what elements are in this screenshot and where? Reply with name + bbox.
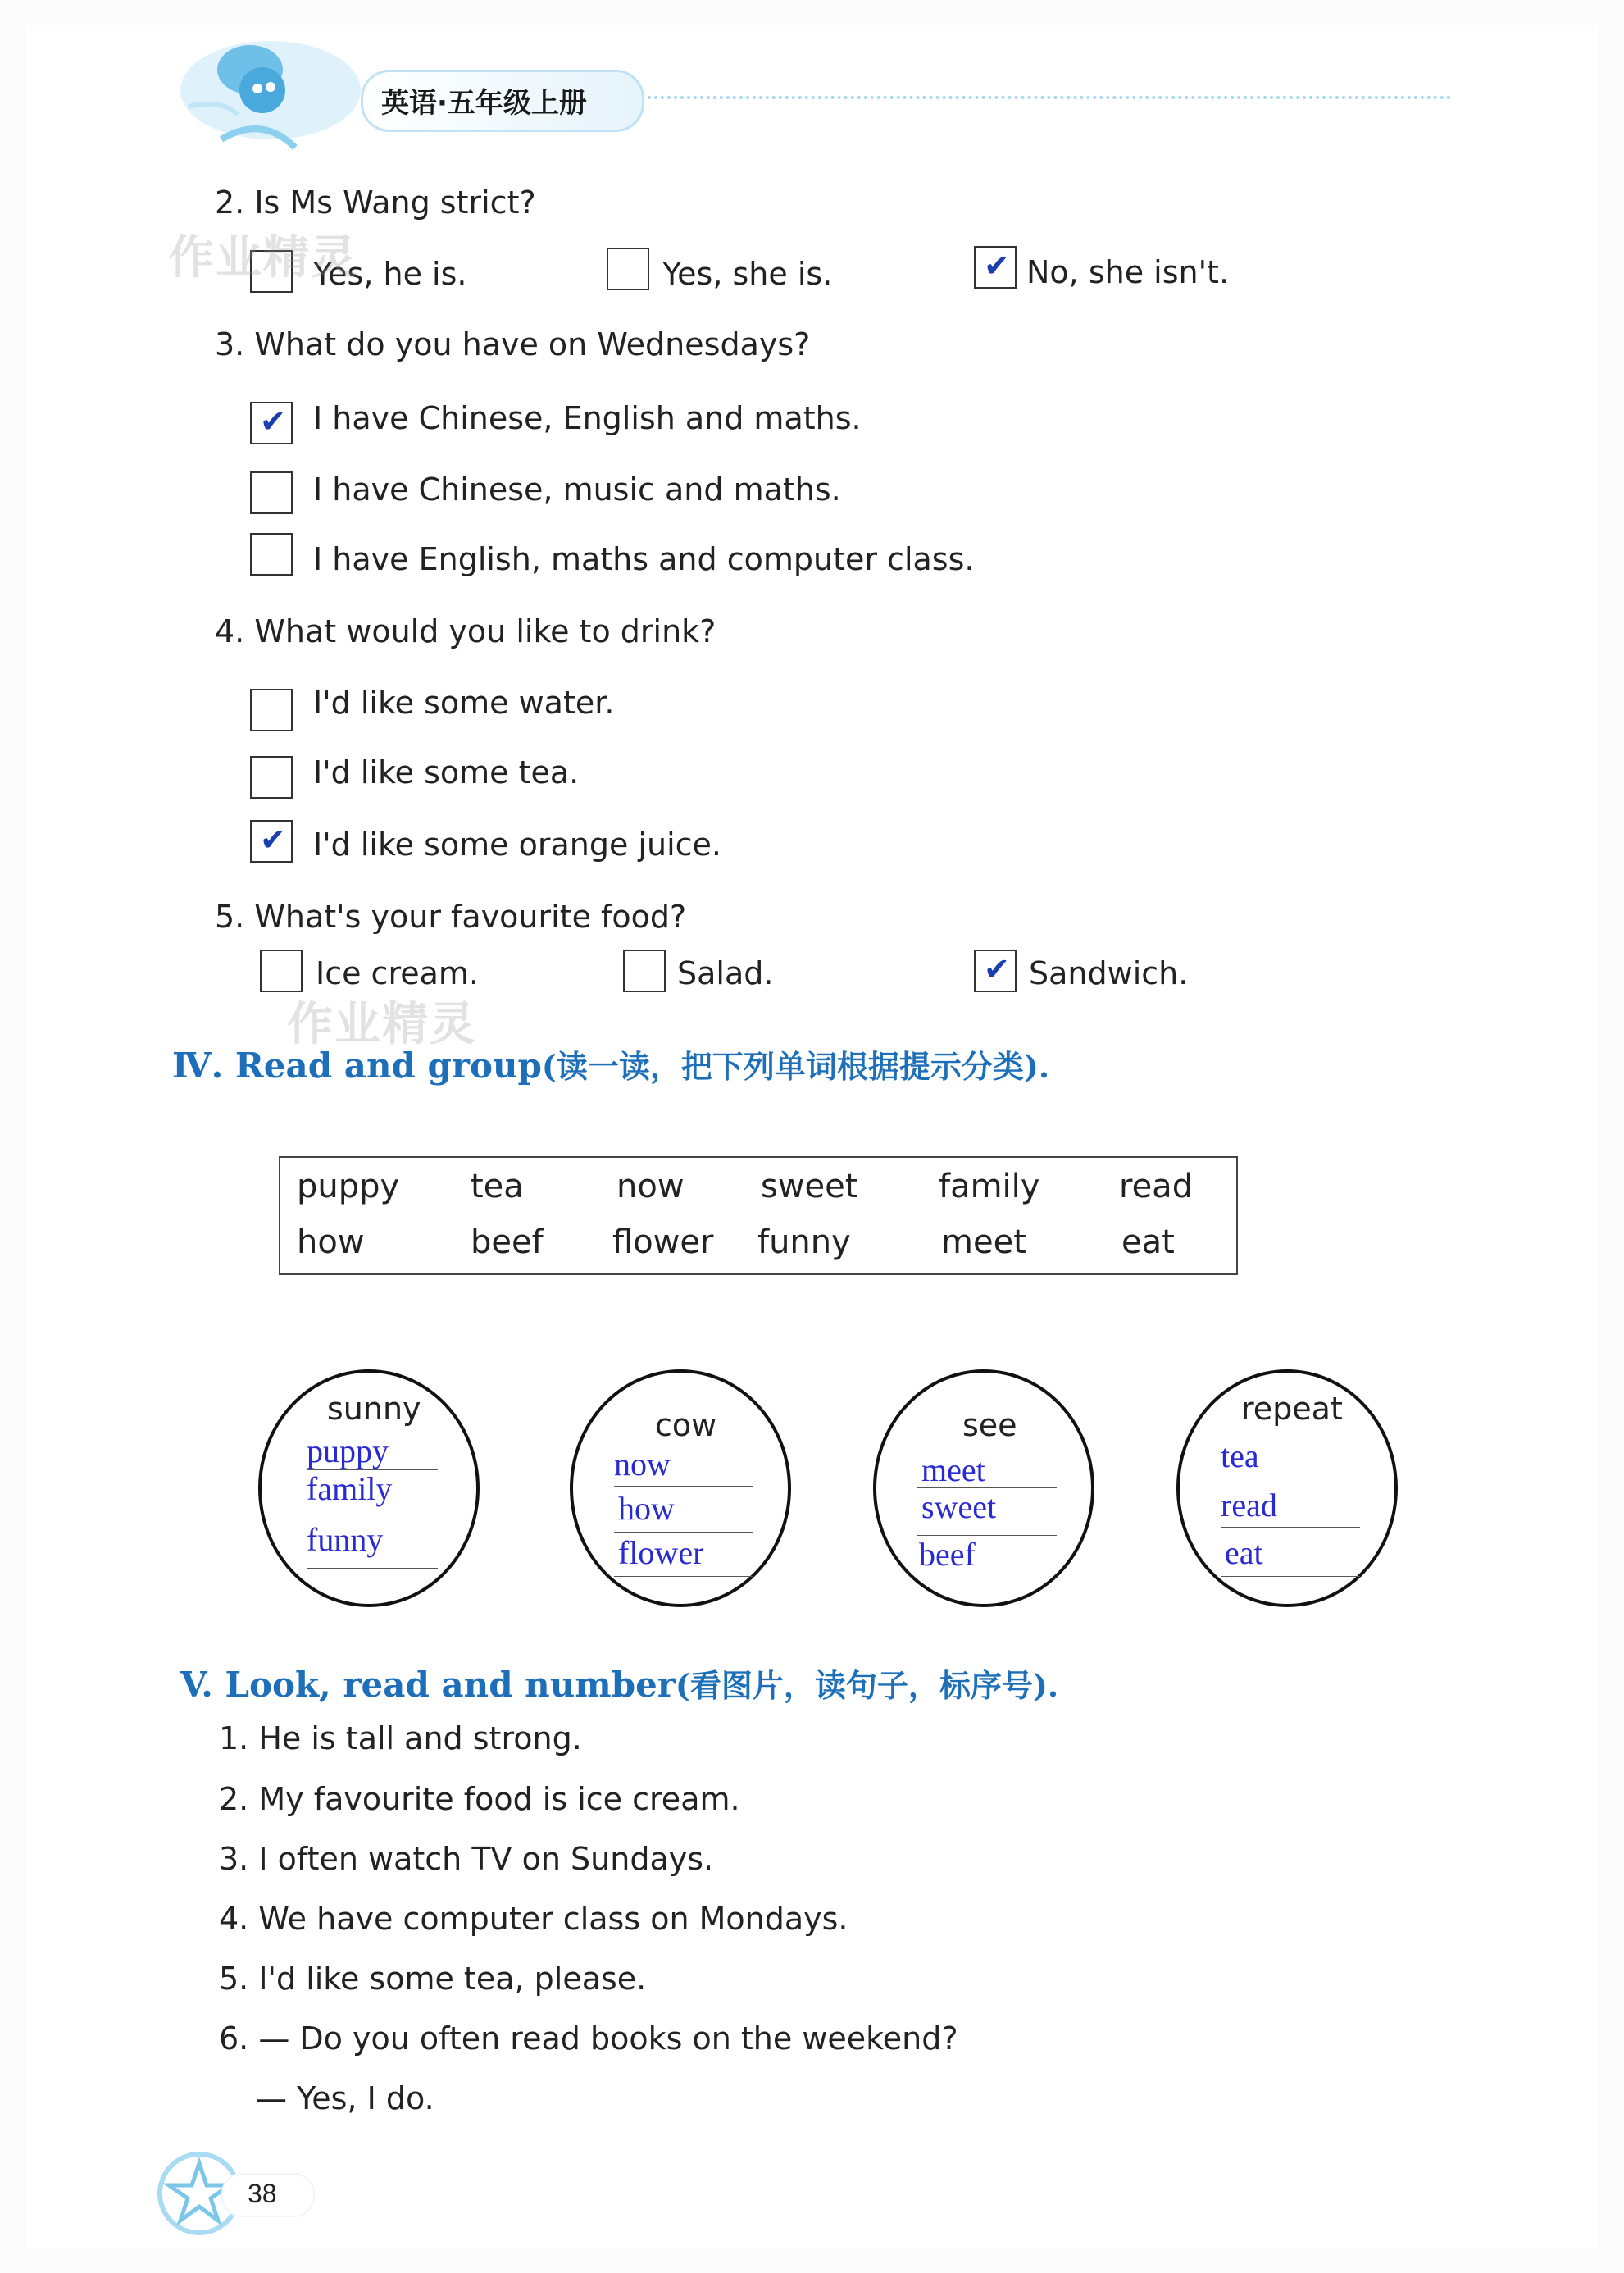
check-icon: ✔ bbox=[984, 951, 1010, 987]
answer-line bbox=[614, 1532, 753, 1533]
header-dotted-rule bbox=[648, 96, 1451, 99]
group-answer: now bbox=[614, 1446, 671, 1483]
question-2: 2. Is Ms Wang strict? bbox=[215, 184, 536, 221]
section-iv-title bbox=[172, 1041, 1049, 1086]
group-answer: sweet bbox=[921, 1488, 997, 1525]
group-label: see bbox=[962, 1407, 1017, 1443]
option-q3-a: I have Chinese, English and maths. bbox=[313, 400, 862, 436]
word-item: now bbox=[616, 1168, 685, 1205]
checkbox-q3-a[interactable] bbox=[250, 402, 293, 444]
checkbox-q4-b[interactable] bbox=[250, 756, 293, 799]
option-q3-c: I have English, maths and computer class. bbox=[313, 541, 975, 577]
group-answer: puppy bbox=[307, 1433, 389, 1469]
check-icon: ✔ bbox=[260, 822, 286, 858]
check-icon: ✔ bbox=[260, 403, 286, 440]
option-q5-c: Sandwich. bbox=[1029, 955, 1189, 991]
sentence-5: 5. I'd like some tea, please. bbox=[219, 1961, 647, 1997]
answer-line bbox=[614, 1576, 753, 1577]
question-5: 5. What's your favourite food? bbox=[215, 899, 687, 935]
group-label: cow bbox=[655, 1407, 717, 1443]
checkbox-q3-c[interactable] bbox=[250, 533, 293, 576]
group-circle-cow bbox=[570, 1369, 791, 1607]
group-answer: funny bbox=[307, 1521, 384, 1558]
word-box bbox=[279, 1156, 1238, 1275]
answer-line bbox=[614, 1486, 753, 1487]
word-item: eat bbox=[1121, 1223, 1175, 1261]
option-q2-a: Yes, he is. bbox=[313, 256, 467, 292]
word-item: puppy bbox=[297, 1168, 400, 1205]
group-label: sunny bbox=[327, 1391, 421, 1427]
group-answer: beef bbox=[919, 1536, 976, 1573]
group-circle-sunny bbox=[258, 1369, 480, 1607]
option-q4-c: I'd like some orange juice. bbox=[313, 827, 721, 863]
sentence-4: 4. We have computer class on Mondays. bbox=[219, 1901, 848, 1937]
word-item: sweet bbox=[761, 1168, 858, 1205]
watermark: 作业精灵 bbox=[287, 998, 477, 1051]
option-q4-b: I'd like some tea. bbox=[313, 754, 580, 790]
group-answer: flower bbox=[618, 1534, 704, 1571]
group-label: repeat bbox=[1241, 1391, 1343, 1427]
sentence-6: 6. — Do you often read books on the weekend? bbox=[219, 2020, 958, 2057]
option-q5-b: Salad. bbox=[677, 955, 774, 991]
checkbox-q2-b[interactable] bbox=[607, 248, 649, 290]
section-v-title-en: V. Look, read and number bbox=[180, 1665, 676, 1705]
word-item: read bbox=[1119, 1168, 1194, 1205]
word-item: how bbox=[297, 1223, 365, 1261]
sentence-2: 2. My favourite food is ice cream. bbox=[219, 1781, 740, 1817]
question-4: 4. What would you like to drink? bbox=[215, 613, 716, 649]
section-v-title bbox=[180, 1660, 1058, 1706]
worksheet-page bbox=[25, 25, 1599, 2248]
mascot-logo bbox=[172, 25, 385, 172]
sentence-1: 1. He is tall and strong. bbox=[219, 1720, 582, 1756]
group-answer: tea bbox=[1221, 1437, 1259, 1474]
watermark: 作业精灵 bbox=[168, 231, 358, 285]
option-q2-c: No, she isn't. bbox=[1026, 254, 1230, 290]
group-answer: eat bbox=[1225, 1534, 1263, 1571]
group-circle-see bbox=[873, 1369, 1094, 1607]
sentence-6-reply: — Yes, I do. bbox=[256, 2080, 434, 2116]
header-subject: 英语·五年级上册 bbox=[381, 87, 587, 120]
section-iv-title-en: Ⅳ. Read and group bbox=[172, 1045, 542, 1086]
question-3: 3. What do you have on Wednesdays? bbox=[215, 326, 811, 362]
checkbox-q4-a[interactable] bbox=[250, 689, 293, 731]
answer-line bbox=[1221, 1527, 1360, 1528]
page-number: 38 bbox=[248, 2179, 277, 2208]
group-circle-repeat bbox=[1176, 1369, 1398, 1607]
check-icon: ✔ bbox=[984, 248, 1010, 284]
checkbox-q2-c[interactable] bbox=[974, 246, 1017, 289]
word-item: tea bbox=[471, 1168, 524, 1205]
option-q4-a: I'd like some water. bbox=[313, 685, 615, 721]
group-answer: meet bbox=[921, 1451, 985, 1488]
answer-line bbox=[1221, 1576, 1360, 1577]
checkbox-q3-b[interactable] bbox=[250, 471, 293, 514]
group-answer: read bbox=[1221, 1487, 1277, 1524]
word-item: meet bbox=[941, 1223, 1026, 1261]
section-v-title-cn: (看图片，读句子，标序号). bbox=[675, 1667, 1059, 1704]
checkbox-q5-c[interactable] bbox=[974, 950, 1017, 992]
checkbox-q4-c[interactable] bbox=[250, 820, 293, 863]
answer-line bbox=[307, 1568, 438, 1569]
word-item: beef bbox=[471, 1223, 544, 1261]
group-answer: how bbox=[618, 1490, 675, 1527]
checkbox-q5-b[interactable] bbox=[623, 950, 666, 992]
group-answer: family bbox=[307, 1470, 393, 1507]
option-q2-b: Yes, she is. bbox=[662, 256, 833, 292]
option-q3-b: I have Chinese, music and maths. bbox=[313, 471, 841, 508]
word-item: family bbox=[939, 1168, 1040, 1205]
word-item: flower bbox=[612, 1223, 714, 1261]
sentence-3: 3. I often watch TV on Sundays. bbox=[219, 1841, 714, 1877]
checkbox-q5-a[interactable] bbox=[260, 950, 303, 992]
word-item: funny bbox=[757, 1223, 851, 1261]
section-iv-title-cn: (读一读，把下列单词根据提示分类). bbox=[541, 1048, 1050, 1085]
option-q5-a: Ice cream. bbox=[316, 955, 479, 991]
